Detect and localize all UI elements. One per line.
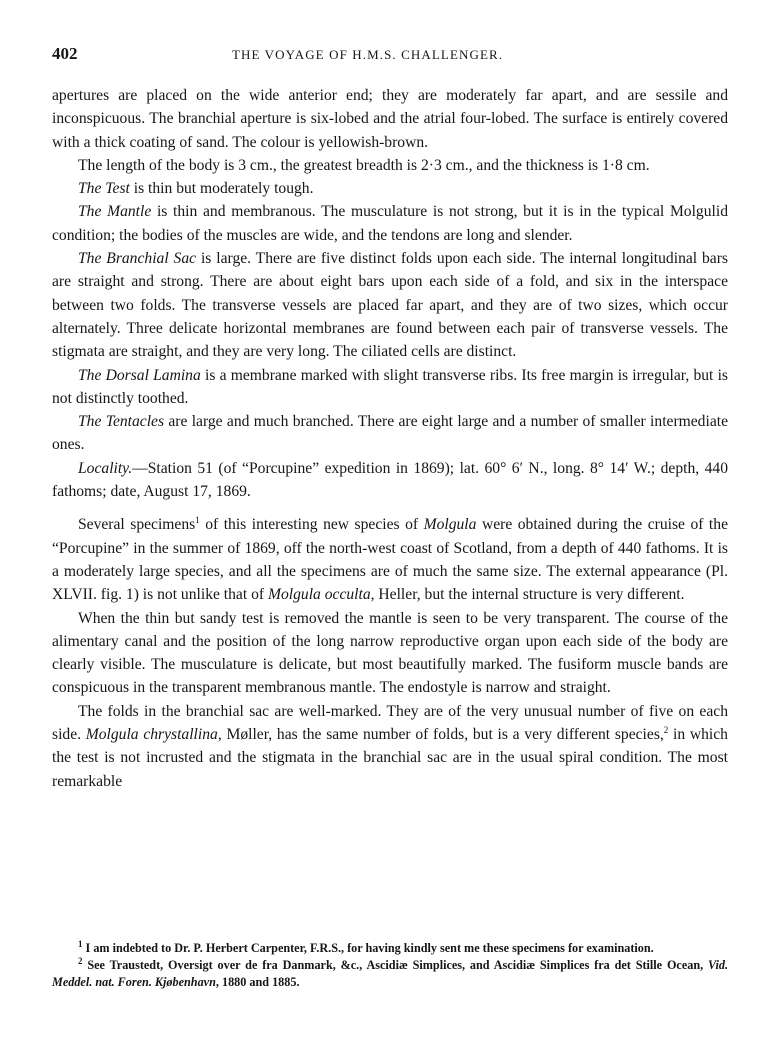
footnote-ref-1: 1 <box>195 515 200 526</box>
paragraph-tentacles: The Tentacles are large and much branched. There are eight large and a number of smaller intermediate ones. <box>52 413 728 454</box>
paragraph-dimensions: The length of the body is 3 cm., the greatest breadth is 2·3 cm., and the thickness is 1·8 cm. <box>78 156 650 174</box>
paragraph-test: The Test is thin but moderately tough. <box>78 180 314 198</box>
footnote-2: $^2$ See Traustedt, Oversigt over de fra Danmark, &c., Ascidiæ Simplices, and Ascidiæ Simplices fra det Stille Ocean, Vid. Meddel. nat. Foren. Kjøbenhavn, 1880 and 1885. <box>52 955 728 989</box>
paragraph-mantle-transparent: When the thin but sandy test is removed the mantle is seen to be very transparent. The course of the alimentary canal and the position of the long narrow reproductive organ upon each side of the body are clearly visible. The musculature is delicate, but most beautifully marked. The fusiform muscle bands are conspicuous in the transparent membranous mantle. The endostyle is narrow and straight. <box>52 609 728 697</box>
footnote-1: $^1$ I am indebted to Dr. P. Herbert Carpenter, F.R.S., for having kindly sent me these specimens for examination. <box>78 938 654 955</box>
paragraph-mantle: The Mantle is thin and membranous. The musculature is not strong, but it is in the typical Molgulid condition; the bodies of the muscles are wide, and the tendons are long and slender. <box>52 203 728 244</box>
paragraph-folds: The folds in the branchial sac are well-marked. They are of the very unusual number of five on each side. Molgula chrystallina, Møller, has the same number of folds, but is a very different species,$^2$ in which the test is not incrusted and the stigmata in the branchial sac are in the usual spiral condition. The most remarkable <box>52 702 728 790</box>
body-text <box>52 84 728 793</box>
page-number: 402 <box>52 44 78 63</box>
paragraph-locality: Locality.—Station 51 (of “Porcupine” expedition in 1869); lat. 60° 6′ N., long. 8° 14′ W.; depth, 440 fathoms; date, August 17, 1869. <box>52 459 728 501</box>
paragraph-dorsal-lamina: The Dorsal Lamina is a membrane marked with slight transverse ribs. Its free margin is irregular, but is not distinctly toothed. <box>52 366 728 407</box>
page-header <box>52 44 728 68</box>
paragraph-continued: apertures are placed on the wide anterior end; they are moderately far apart, and are sessile and inconspicuous. The branchial aperture is six-lobed and the atrial four-lobed. The surface is entirely covered with a thick coating of sand. The colour is yellowish-brown. <box>52 87 728 151</box>
paragraph-specimens: Several specimens$^1$ of this interesting new species of Molgula were obtained during the cruise of the “Porcupine” in the summer of 1869, off the north-west coast of Scotland, from a depth of 440 fathoms. It is a moderately large species, and all the specimens are of much the same size. The external appearance (Pl. XLVII. fig. 1) is not unlike that of Molgula occulta, Heller, but the internal structure is very different. <box>52 515 728 604</box>
footnote-ref-2: 2 <box>663 724 669 735</box>
running-title: THE VOYAGE OF H.M.S. CHALLENGER. <box>232 47 504 62</box>
footnotes <box>52 940 728 991</box>
paragraph-branchial-sac: The Branchial Sac is large. There are five distinct folds upon each side. The internal longitudinal bars are straight and strong. There are about eight bars upon each side of a fold, and six in the interspace between two folds. The transverse vessels are placed far apart, and they are of two sizes, which occur alternately. Three delicate horizontal membranes are found between each pair of transverse vessels. The stigmata are straight, and they are very long. The ciliated cells are distinct. <box>52 250 728 361</box>
